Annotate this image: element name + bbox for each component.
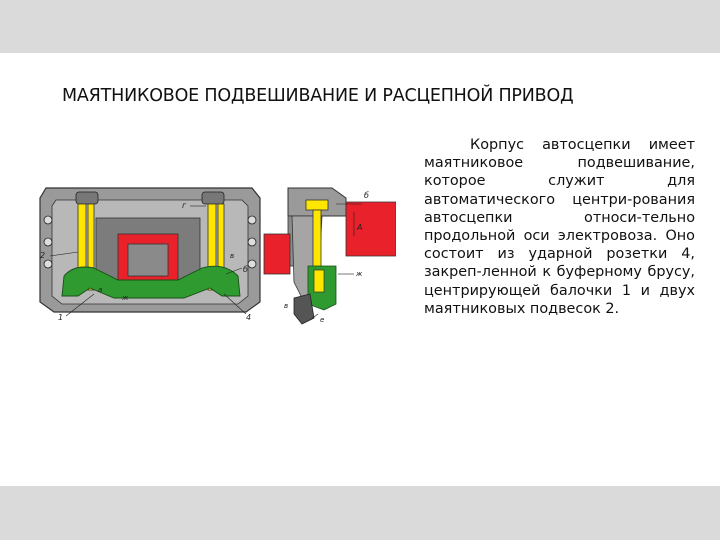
label-4: 4 <box>246 313 252 322</box>
top-band <box>0 0 720 53</box>
body-text-part-2: центри-рования автосцепки относи-тельно продольной оси электровоза. Оно состоит из ударной розетки 4, закреп-ленной к буферному брусу, центрирующей балочки 1 и двух маятниковых подвесок 2. <box>424 191 695 317</box>
body-text-part-1: Корпус автосцепки имеет маятниковое подвешивание, которое служит для автоматического <box>424 137 695 208</box>
label-b: б <box>243 265 248 274</box>
label-1: 1 <box>58 313 64 322</box>
bottom-band <box>0 486 720 540</box>
label-2: 2 <box>40 251 46 260</box>
front-view-figure <box>34 184 264 328</box>
side-label-a: А <box>357 223 363 232</box>
side-view-figure <box>262 186 396 330</box>
body-paragraph <box>424 136 695 318</box>
side-label-zh: ж <box>356 270 363 278</box>
side-label-v: в <box>284 302 289 310</box>
label-v: в <box>230 252 235 260</box>
label-zh: ж <box>122 294 129 302</box>
side-label-b: б <box>364 191 369 200</box>
slide-title: МАЯТНИКОВОЕ ПОДВЕШИВАНИЕ И РАСЦЕПНОЙ ПРИВОД <box>62 86 574 106</box>
side-label-e: е <box>320 316 325 324</box>
label-a: а <box>98 286 103 294</box>
label-g: г <box>182 201 187 210</box>
